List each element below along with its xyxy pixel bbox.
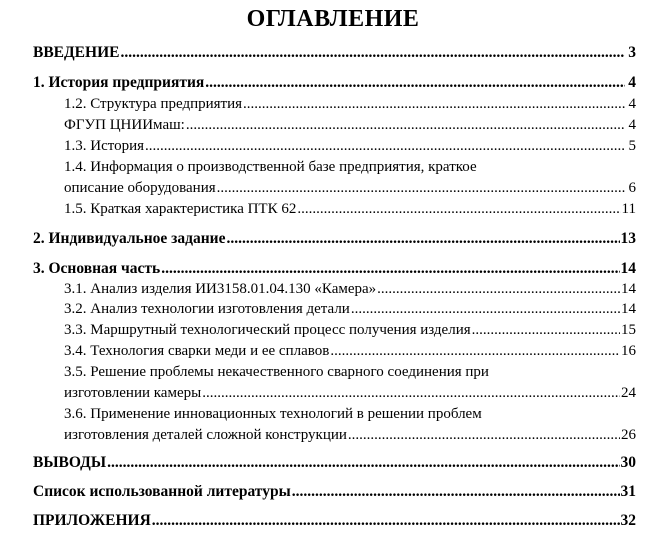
- toc-page-number: 4: [628, 96, 636, 112]
- toc-entry-3-4[interactable]: [64, 342, 636, 360]
- toc-entry-1-2[interactable]: [64, 95, 636, 113]
- toc-entry-3-6[interactable]: [64, 426, 636, 444]
- toc-entry-3-2[interactable]: [64, 300, 636, 318]
- toc-page-number: 31: [620, 483, 636, 500]
- toc-page-number: 6: [628, 180, 636, 196]
- toc-entry-introduction[interactable]: [33, 44, 636, 62]
- toc-page-number: 11: [621, 201, 636, 217]
- toc-entry-label: изготовления деталей сложной конструкции: [64, 427, 347, 443]
- toc-page-number: 5: [628, 138, 636, 154]
- toc-entry-label: 3.3. Маршрутный технологический процесс получения изделия: [64, 322, 471, 338]
- toc-entry-label: 2. Индивидуальное задание: [33, 230, 226, 247]
- toc-entry-section-1[interactable]: [33, 74, 636, 92]
- toc-entry-section-3[interactable]: [33, 260, 636, 278]
- toc-entry-3-1[interactable]: [64, 280, 636, 298]
- toc-entry-section-2[interactable]: [33, 230, 636, 248]
- toc-entry-label: ПРИЛОЖЕНИЯ: [33, 512, 151, 529]
- toc-entry-1-3[interactable]: [64, 137, 636, 155]
- toc-page-number: 13: [620, 230, 636, 247]
- toc-page-number: 32: [620, 512, 636, 529]
- toc-entry-3-6-line1[interactable]: 3.6. Применение инновационных технологий в решении проблем: [64, 406, 482, 422]
- toc-entry-fgup[interactable]: [64, 116, 636, 134]
- toc-entry-label: описание оборудования: [64, 180, 216, 196]
- toc-page-number: 14: [620, 260, 636, 277]
- page-title: ОГЛАВЛЕНИЕ: [246, 6, 420, 32]
- toc-entry-label: ФГУП ЦНИИмаш:: [64, 117, 185, 133]
- toc-entry-1-5[interactable]: [64, 200, 636, 218]
- toc-page-number: 16: [621, 343, 636, 359]
- toc-page-number: 14: [621, 301, 636, 317]
- toc-page-number: 14: [621, 281, 636, 297]
- toc-entry-1-4[interactable]: [64, 179, 636, 197]
- toc-entry-label: 1.5. Краткая характеристика ПТК 62: [64, 201, 297, 217]
- toc-entry-appendices[interactable]: [33, 512, 636, 530]
- toc-page-number: 4: [628, 74, 636, 91]
- toc-entry-label: 3.2. Анализ технологии изготовления детали: [64, 301, 350, 317]
- toc-entry-label: 1. История предприятия: [33, 74, 205, 91]
- toc-entry-label: ВВЕДЕНИЕ: [33, 44, 120, 61]
- toc-page-number: 15: [621, 322, 636, 338]
- toc-entry-references[interactable]: [33, 483, 636, 501]
- toc-entry-label: Список использованной литературы: [33, 483, 291, 500]
- toc-entry-label: 3.1. Анализ изделия ИИ3158.01.04.130 «Камера»: [64, 281, 377, 297]
- toc-entry-label: ВЫВОДЫ: [33, 454, 107, 471]
- toc-entry-3-3[interactable]: [64, 321, 636, 339]
- toc-entry-conclusions[interactable]: [33, 454, 636, 472]
- toc-entry-3-5-line1[interactable]: 3.5. Решение проблемы некачественного сварного соединения при: [64, 364, 489, 380]
- toc-page-number: 30: [620, 454, 636, 471]
- toc-page-number: 26: [621, 427, 636, 443]
- toc-entry-label: 3. Основная часть: [33, 260, 161, 277]
- toc-entry-label: 1.3. История: [64, 138, 145, 154]
- toc-page-number: 3: [628, 44, 636, 61]
- toc-page-number: 4: [628, 117, 636, 133]
- toc-entry-label: изготовлении камеры: [64, 385, 202, 401]
- toc-entry-label: 1.2. Структура предприятия: [64, 96, 243, 112]
- toc-page-number: 24: [621, 385, 636, 401]
- toc-entry-label: 3.4. Технология сварки меди и ее сплавов: [64, 343, 330, 359]
- toc-entry-3-5[interactable]: [64, 384, 636, 402]
- toc-entry-1-4-line1[interactable]: 1.4. Информация о производственной базе предприятия, краткое: [64, 159, 477, 175]
